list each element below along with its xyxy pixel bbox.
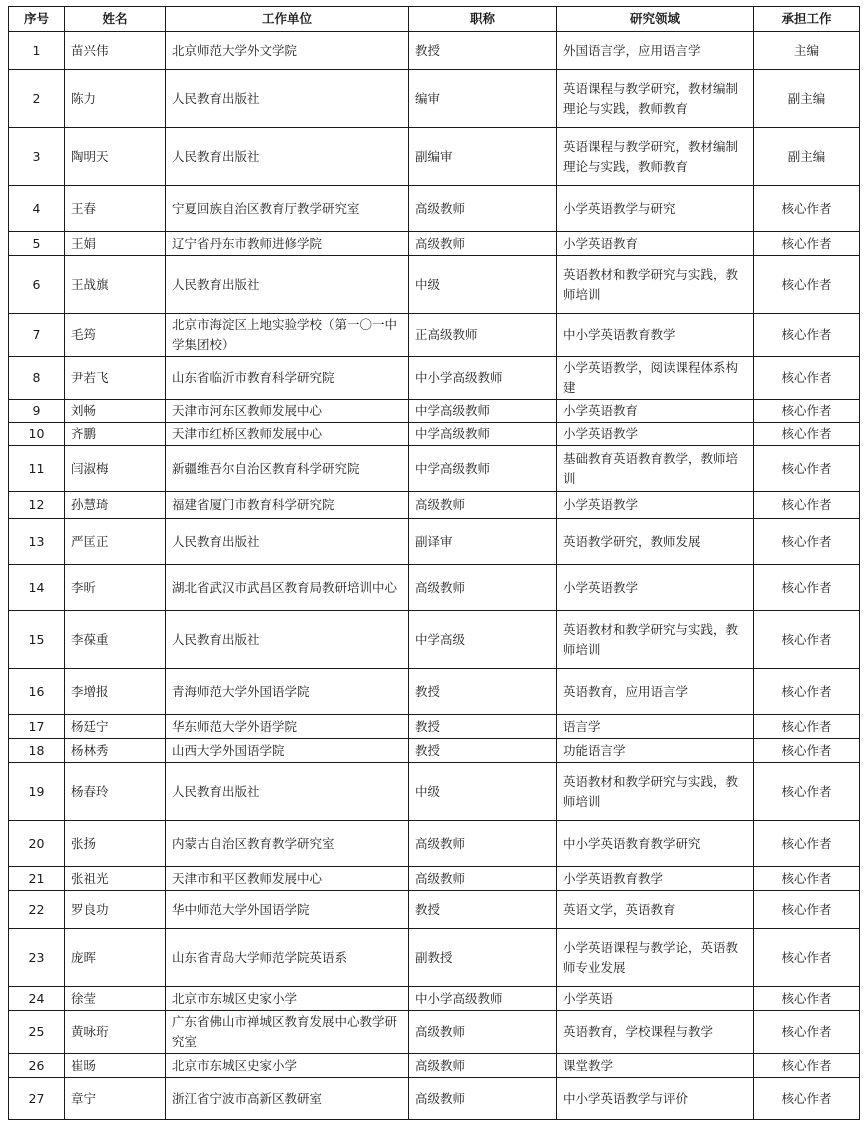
row-role: 核心作者 xyxy=(754,519,860,565)
row-name: 李葆重 xyxy=(65,611,166,669)
row-title: 副编审 xyxy=(409,128,557,186)
row-title: 副译审 xyxy=(409,519,557,565)
table-row xyxy=(9,232,860,256)
row-name: 庞晖 xyxy=(65,929,166,987)
row-number: 4 xyxy=(9,186,65,232)
row-title: 教授 xyxy=(409,739,557,763)
row-role: 核心作者 xyxy=(754,669,860,715)
row-unit: 人民教育出版社 xyxy=(166,763,409,821)
table-row xyxy=(9,867,860,891)
row-number: 25 xyxy=(9,1011,65,1054)
row-name: 杨林秀 xyxy=(65,739,166,763)
row-title: 高级教师 xyxy=(409,1054,557,1078)
row-role: 核心作者 xyxy=(754,867,860,891)
row-field: 英语文学，英语教育 xyxy=(557,891,754,929)
row-number: 6 xyxy=(9,256,65,314)
row-name: 章宁 xyxy=(65,1078,166,1120)
row-unit: 北京市东城区史家小学 xyxy=(166,987,409,1011)
table-row xyxy=(9,715,860,739)
row-unit: 人民教育出版社 xyxy=(166,128,409,186)
table-row xyxy=(9,611,860,669)
row-unit: 辽宁省丹东市教师进修学院 xyxy=(166,232,409,256)
row-field: 小学英语 xyxy=(557,987,754,1011)
row-title: 高级教师 xyxy=(409,232,557,256)
row-field: 英语课程与教学研究，教材编制理论与实践，教师教育 xyxy=(557,70,754,128)
table-row xyxy=(9,987,860,1011)
row-name: 苗兴伟 xyxy=(65,32,166,70)
table-row xyxy=(9,357,860,400)
row-field: 英语教学研究，教师发展 xyxy=(557,519,754,565)
row-number: 24 xyxy=(9,987,65,1011)
row-name: 黄咏珩 xyxy=(65,1011,166,1054)
row-role: 核心作者 xyxy=(754,1011,860,1054)
row-name: 王春 xyxy=(65,186,166,232)
row-name: 孙慧琦 xyxy=(65,492,166,519)
table-row xyxy=(9,1078,860,1120)
row-number: 14 xyxy=(9,565,65,611)
table-row xyxy=(9,565,860,611)
row-field: 语言学 xyxy=(557,715,754,739)
row-role: 核心作者 xyxy=(754,232,860,256)
row-role: 核心作者 xyxy=(754,314,860,357)
row-name: 陈力 xyxy=(65,70,166,128)
row-title: 教授 xyxy=(409,715,557,739)
row-unit: 天津市和平区教师发展中心 xyxy=(166,867,409,891)
row-number: 7 xyxy=(9,314,65,357)
row-unit: 宁夏回族自治区教育厅教学研究室 xyxy=(166,186,409,232)
row-title: 编审 xyxy=(409,70,557,128)
table-row xyxy=(9,739,860,763)
table-row xyxy=(9,186,860,232)
row-unit: 北京市海淀区上地实验学校（第一〇一中学集团校） xyxy=(166,314,409,357)
row-role: 核心作者 xyxy=(754,611,860,669)
table-row xyxy=(9,314,860,357)
row-title: 高级教师 xyxy=(409,492,557,519)
row-role: 核心作者 xyxy=(754,565,860,611)
row-role: 核心作者 xyxy=(754,1078,860,1120)
table-row xyxy=(9,1054,860,1078)
row-title: 高级教师 xyxy=(409,1011,557,1054)
row-unit: 天津市红桥区教师发展中心 xyxy=(166,423,409,446)
row-name: 严匡正 xyxy=(65,519,166,565)
row-number: 16 xyxy=(9,669,65,715)
row-field: 中小学英语教育教学 xyxy=(557,314,754,357)
row-unit: 山西大学外国语学院 xyxy=(166,739,409,763)
row-field: 英语教材和教学研究与实践，教师培训 xyxy=(557,611,754,669)
row-role: 核心作者 xyxy=(754,186,860,232)
row-number: 19 xyxy=(9,763,65,821)
row-field: 英语教育，应用语言学 xyxy=(557,669,754,715)
row-field: 课堂教学 xyxy=(557,1054,754,1078)
row-role: 核心作者 xyxy=(754,357,860,400)
row-role: 核心作者 xyxy=(754,1054,860,1078)
row-role: 核心作者 xyxy=(754,739,860,763)
row-number: 9 xyxy=(9,400,65,423)
table-row xyxy=(9,1011,860,1054)
row-unit: 山东省临沂市教育科学研究院 xyxy=(166,357,409,400)
header-number: 序号 xyxy=(9,7,65,32)
row-role: 主编 xyxy=(754,32,860,70)
row-unit: 青海师范大学外国语学院 xyxy=(166,669,409,715)
row-unit: 华中师范大学外国语学院 xyxy=(166,891,409,929)
row-title: 高级教师 xyxy=(409,565,557,611)
row-number: 12 xyxy=(9,492,65,519)
row-name: 刘畅 xyxy=(65,400,166,423)
row-field: 小学英语教学 xyxy=(557,492,754,519)
row-name: 陶明天 xyxy=(65,128,166,186)
row-name: 张祖光 xyxy=(65,867,166,891)
row-role: 核心作者 xyxy=(754,400,860,423)
row-unit: 内蒙古自治区教育教学研究室 xyxy=(166,821,409,867)
row-name: 崔旸 xyxy=(65,1054,166,1078)
row-field: 小学英语教学与研究 xyxy=(557,186,754,232)
table-row xyxy=(9,929,860,987)
table-row xyxy=(9,492,860,519)
row-role: 核心作者 xyxy=(754,256,860,314)
table-row xyxy=(9,128,860,186)
row-role: 核心作者 xyxy=(754,423,860,446)
row-field: 中小学英语教育教学研究 xyxy=(557,821,754,867)
row-name: 杨廷宁 xyxy=(65,715,166,739)
row-title: 中级 xyxy=(409,256,557,314)
row-field: 英语教育，学校课程与教学 xyxy=(557,1011,754,1054)
table-row xyxy=(9,763,860,821)
row-field: 英语教材和教学研究与实践，教师培训 xyxy=(557,256,754,314)
row-title: 中级 xyxy=(409,763,557,821)
row-name: 毛筠 xyxy=(65,314,166,357)
header-field: 研究领域 xyxy=(557,7,754,32)
row-number: 26 xyxy=(9,1054,65,1078)
row-unit: 人民教育出版社 xyxy=(166,256,409,314)
row-name: 李昕 xyxy=(65,565,166,611)
row-title: 中小学高级教师 xyxy=(409,357,557,400)
table-body xyxy=(9,32,860,1120)
row-unit: 华东师范大学外语学院 xyxy=(166,715,409,739)
row-field: 小学英语教育 xyxy=(557,400,754,423)
row-field: 中小学英语教学与评价 xyxy=(557,1078,754,1120)
table-row xyxy=(9,32,860,70)
row-name: 罗良功 xyxy=(65,891,166,929)
row-unit: 北京市东城区史家小学 xyxy=(166,1054,409,1078)
row-number: 18 xyxy=(9,739,65,763)
row-number: 8 xyxy=(9,357,65,400)
row-role: 核心作者 xyxy=(754,891,860,929)
row-role: 核心作者 xyxy=(754,987,860,1011)
row-field: 小学英语教育 xyxy=(557,232,754,256)
row-number: 10 xyxy=(9,423,65,446)
table-row xyxy=(9,423,860,446)
row-role: 核心作者 xyxy=(754,929,860,987)
row-title: 中学高级教师 xyxy=(409,400,557,423)
row-number: 2 xyxy=(9,70,65,128)
row-field: 小学英语教学，阅读课程体系构建 xyxy=(557,357,754,400)
row-field: 小学英语教育教学 xyxy=(557,867,754,891)
row-title: 中学高级 xyxy=(409,611,557,669)
row-field: 小学英语教学 xyxy=(557,565,754,611)
table-row xyxy=(9,446,860,492)
row-unit: 广东省佛山市禅城区教育发展中心教学研究室 xyxy=(166,1011,409,1054)
row-title: 高级教师 xyxy=(409,867,557,891)
table-header-row xyxy=(9,7,860,32)
row-number: 15 xyxy=(9,611,65,669)
row-unit: 山东省青岛大学师范学院英语系 xyxy=(166,929,409,987)
row-number: 5 xyxy=(9,232,65,256)
row-role: 核心作者 xyxy=(754,821,860,867)
row-title: 中学高级教师 xyxy=(409,423,557,446)
row-name: 李增报 xyxy=(65,669,166,715)
row-role: 副主编 xyxy=(754,128,860,186)
row-number: 11 xyxy=(9,446,65,492)
row-unit: 浙江省宁波市高新区教研室 xyxy=(166,1078,409,1120)
row-role: 副主编 xyxy=(754,70,860,128)
row-name: 尹若飞 xyxy=(65,357,166,400)
row-field: 外国语言学，应用语言学 xyxy=(557,32,754,70)
row-field: 英语教材和教学研究与实践，教师培训 xyxy=(557,763,754,821)
table-row xyxy=(9,256,860,314)
row-number: 21 xyxy=(9,867,65,891)
row-field: 小学英语教学 xyxy=(557,423,754,446)
row-unit: 人民教育出版社 xyxy=(166,611,409,669)
row-unit: 北京师范大学外文学院 xyxy=(166,32,409,70)
row-title: 教授 xyxy=(409,32,557,70)
row-number: 27 xyxy=(9,1078,65,1120)
row-name: 王娟 xyxy=(65,232,166,256)
table-row xyxy=(9,519,860,565)
row-unit: 新疆维吾尔自治区教育科学研究院 xyxy=(166,446,409,492)
header-unit: 工作单位 xyxy=(166,7,409,32)
row-unit: 福建省厦门市教育科学研究院 xyxy=(166,492,409,519)
table-row xyxy=(9,821,860,867)
row-number: 22 xyxy=(9,891,65,929)
row-field: 英语课程与教学研究，教材编制理论与实践，教师教育 xyxy=(557,128,754,186)
row-title: 正高级教师 xyxy=(409,314,557,357)
header-role: 承担工作 xyxy=(754,7,860,32)
row-number: 13 xyxy=(9,519,65,565)
table-row xyxy=(9,400,860,423)
row-name: 杨春玲 xyxy=(65,763,166,821)
table-row xyxy=(9,891,860,929)
row-unit: 人民教育出版社 xyxy=(166,519,409,565)
row-title: 中小学高级教师 xyxy=(409,987,557,1011)
row-number: 23 xyxy=(9,929,65,987)
row-field: 基础教育英语教育教学，教师培训 xyxy=(557,446,754,492)
table-row xyxy=(9,669,860,715)
row-unit: 人民教育出版社 xyxy=(166,70,409,128)
row-role: 核心作者 xyxy=(754,446,860,492)
row-number: 20 xyxy=(9,821,65,867)
row-name: 张扬 xyxy=(65,821,166,867)
row-role: 核心作者 xyxy=(754,763,860,821)
row-title: 高级教师 xyxy=(409,186,557,232)
row-role: 核心作者 xyxy=(754,492,860,519)
row-field: 小学英语课程与教学论，英语教师专业发展 xyxy=(557,929,754,987)
row-title: 教授 xyxy=(409,891,557,929)
row-name: 徐莹 xyxy=(65,987,166,1011)
row-name: 闫淑梅 xyxy=(65,446,166,492)
row-title: 高级教师 xyxy=(409,821,557,867)
header-name: 姓名 xyxy=(65,7,166,32)
row-role: 核心作者 xyxy=(754,715,860,739)
row-number: 3 xyxy=(9,128,65,186)
row-title: 高级教师 xyxy=(409,1078,557,1120)
row-field: 功能语言学 xyxy=(557,739,754,763)
row-name: 齐鹏 xyxy=(65,423,166,446)
row-number: 1 xyxy=(9,32,65,70)
row-title: 教授 xyxy=(409,669,557,715)
row-unit: 天津市河东区教师发展中心 xyxy=(166,400,409,423)
header-title: 职称 xyxy=(409,7,557,32)
row-title: 中学高级教师 xyxy=(409,446,557,492)
table-row xyxy=(9,70,860,128)
row-unit: 湖北省武汉市武昌区教育局教研培训中心 xyxy=(166,565,409,611)
row-name: 王战旗 xyxy=(65,256,166,314)
author-table xyxy=(8,6,860,1120)
row-title: 副教授 xyxy=(409,929,557,987)
row-number: 17 xyxy=(9,715,65,739)
